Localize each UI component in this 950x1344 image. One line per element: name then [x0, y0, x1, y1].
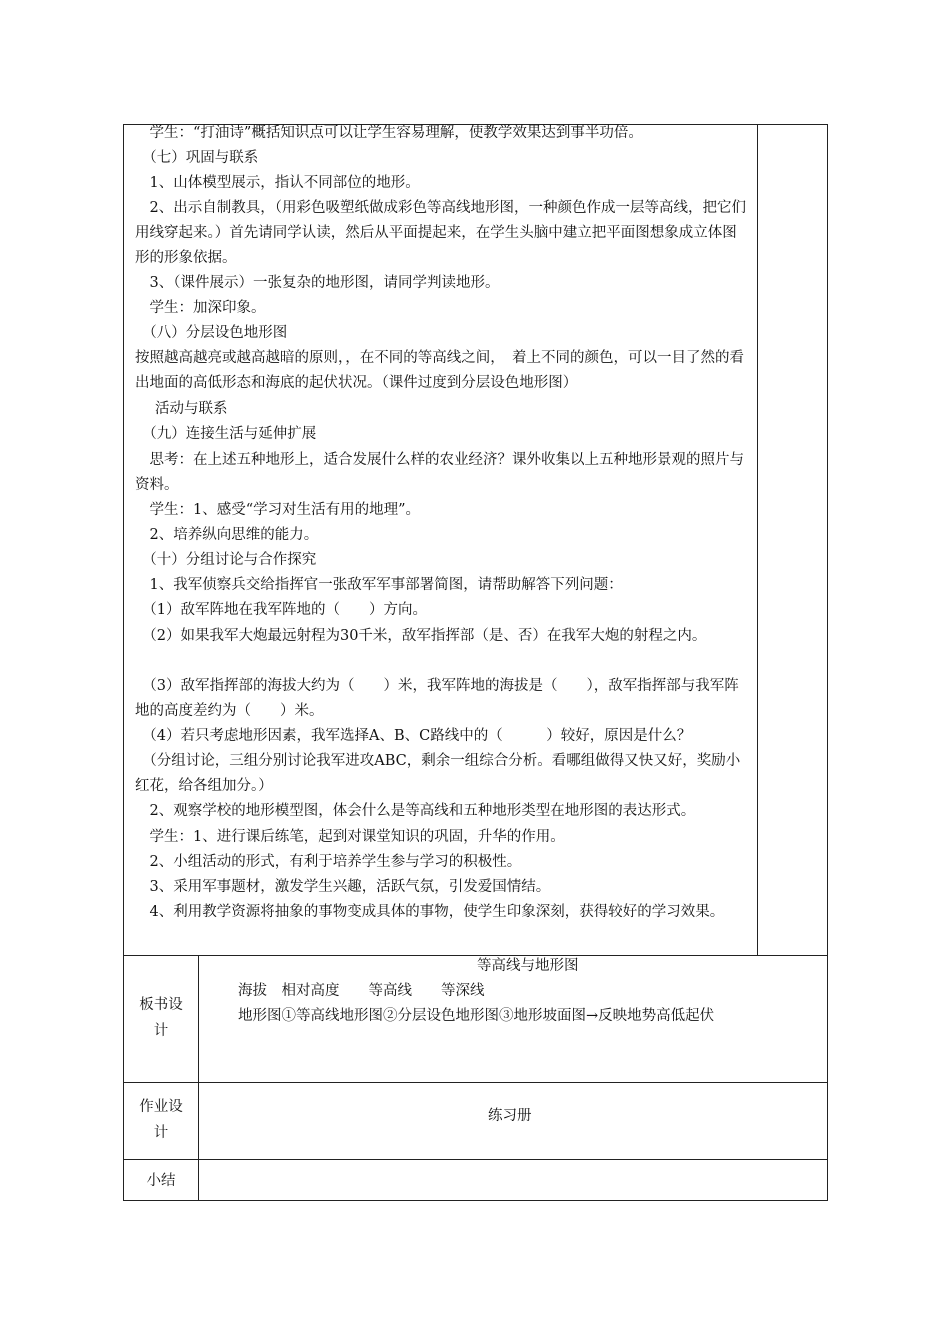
- board-map-types: 地形图①等高线地形图②分层设色地形图③地形坡面图→反映地势高低起伏: [238, 1008, 715, 1024]
- paragraph: 4、利用教学资源将抽象的事物变成具体的事物，使学生印象深刻，获得较好的学习效果。: [135, 904, 725, 920]
- row-divider-summary: [123, 1159, 828, 1160]
- paragraph: 活动与联系: [155, 401, 228, 417]
- row-divider-board: [123, 955, 828, 956]
- paragraph: 1、我军侦察兵交给指挥官一张敌军军事部署简图，请帮助解答下列问题：: [135, 577, 623, 593]
- section-heading: （九）连接生活与延伸扩展: [135, 426, 317, 442]
- paragraph: 2、观察学校的地形模型图，体会什么是等高线和五种地形类型在地形图的表达形式。: [135, 803, 696, 819]
- paragraph: 按照越高越亮或越高越暗的原则，，在不同的等高线之间， 着上不同的颜色，可以一目了然的看出地面的高低形态和海底的起伏状况。（课件过度到分层设色地形图）: [135, 350, 744, 391]
- section-heading: （七）巩固与联系: [135, 150, 259, 166]
- homework-label: 作业设计: [139, 1099, 183, 1141]
- label-column-divider: [198, 955, 199, 1201]
- paragraph: 3、（课件展示）一张复杂的地形图，请同学判读地形。: [135, 275, 500, 291]
- paragraph: 2、出示自制教具，（用彩色吸塑纸做成彩色等高线地形图，一种颜色作成一层等高线，把它们用线穿起来。）首先请同学认读，然后从平面提起来，在学生头脑中建立把平面图想象成立体图形的形象依据。: [135, 200, 746, 266]
- right-column-divider: [757, 124, 758, 956]
- paragraph: 学生：“打油诗”概括知识点可以让学生容易理解，使教学效果达到事半功倍。: [135, 125, 643, 141]
- paragraph: 3、采用军事题材，激发学生兴趣，活跃气氛，引发爱国情结。: [135, 879, 551, 895]
- paragraph: 学生：加深印象。: [135, 300, 266, 316]
- board-keywords: 海拔 相对高度 等高线 等深线: [238, 983, 485, 999]
- paragraph: 2、小组活动的形式，有利于培养学生参与学习的积极性。: [135, 854, 522, 870]
- paragraph: （4）若只考虑地形因素，我军选择A、B、C路线中的（ ）较好，原因是什么？: [135, 728, 692, 744]
- paragraph: 2、培养纵向思维的能力。: [135, 527, 319, 543]
- section-heading: （十）分组讨论与合作探究: [135, 552, 317, 568]
- paragraph: 1、山体模型展示，指认不同部位的地形。: [135, 175, 420, 191]
- paragraph: 学生：1、感受“学习对生活有用的地理”。: [135, 502, 421, 518]
- board-design-label: 板书设计: [139, 997, 183, 1039]
- row-divider-homework: [123, 1082, 828, 1083]
- summary-label: 小结: [146, 1173, 176, 1189]
- paragraph: （1）敌军阵地在我军阵地的（ ）方向。: [135, 602, 427, 618]
- paragraph: （3）敌军指挥部的海拔大约为（ ）米，我军阵地的海拔是（ ），敌军指挥部与我军阵地的高度差约为（ ）米。: [135, 678, 739, 719]
- homework-content: 练习册: [488, 1108, 532, 1124]
- section-heading: （八）分层设色地形图: [135, 325, 288, 341]
- paragraph: （2）如果我军大炮最远射程为30千米，敌军指挥部（是、否）在我军大炮的射程之内。: [135, 628, 707, 644]
- board-title: 等高线与地形图: [477, 958, 579, 974]
- paragraph: 学生：1、进行课后练笔，起到对课堂知识的巩固，升华的作用。: [135, 829, 565, 845]
- paragraph: 思考：在上述五种地形上，适合发展什么样的农业经济？课外收集以上五种地形景观的照片与资料。: [135, 452, 744, 493]
- paragraph: （分组讨论，三组分别讨论我军进攻ABC，剩余一组综合分析。看哪组做得又快又好，奖励小红花，给各组加分。）: [135, 753, 741, 794]
